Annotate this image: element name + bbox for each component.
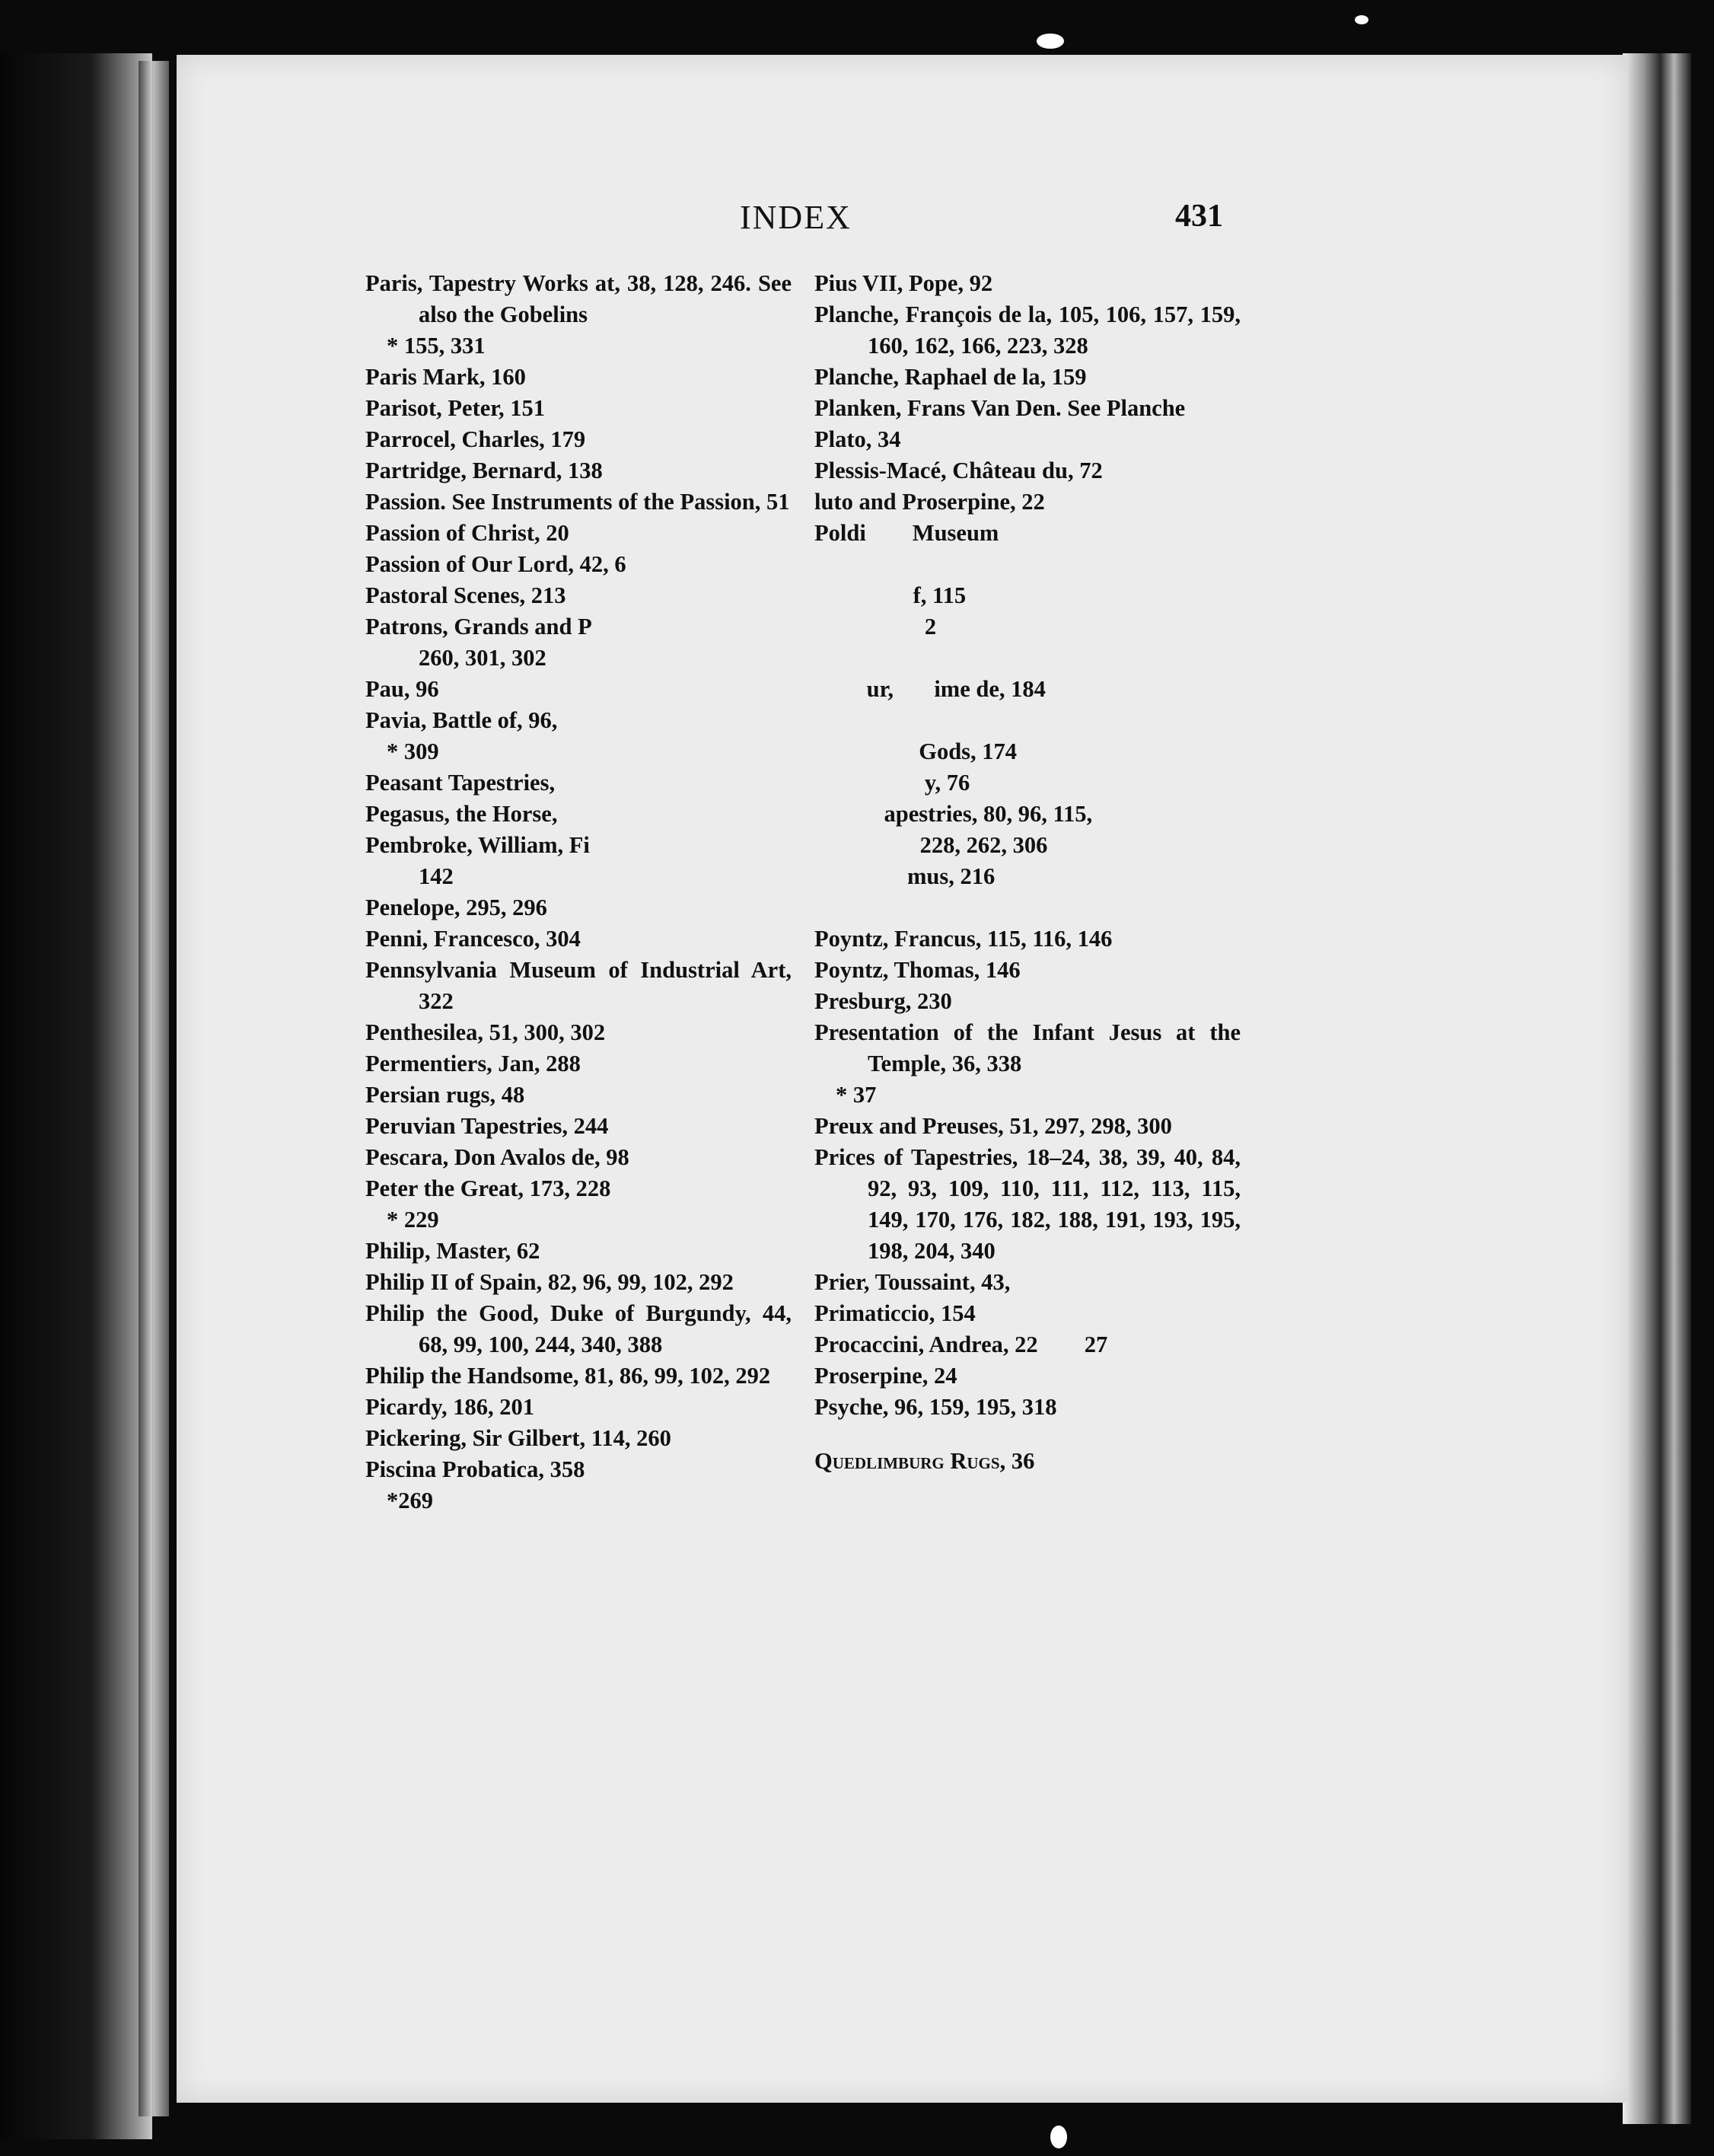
index-entry-fragment: Procaccini, Andrea, 22 bbox=[814, 1332, 1038, 1357]
scan-speck bbox=[1355, 15, 1368, 24]
index-plate-ref: * 229 bbox=[387, 1207, 439, 1233]
index-entry: Pennsylvania Museum of Industrial Art, 322 bbox=[365, 957, 792, 1014]
book-page bbox=[177, 55, 1627, 2103]
index-entry: Preux and Preuses, 51, 297, 298, 300 bbox=[814, 1113, 1172, 1139]
index-entry: Pickering, Sir Gilbert, 114, 260 bbox=[365, 1425, 671, 1451]
index-entry: Penni, Francesco, 304 bbox=[365, 926, 581, 952]
index-entry-fragment: 228, 262, 306 bbox=[919, 832, 1048, 858]
index-entry: Philip the Good, Duke of Burgundy, 44, 68, 99, 100, 244, 340, 388 bbox=[365, 1300, 792, 1357]
index-entry: Plato, 34 bbox=[814, 426, 901, 452]
index-plate-ref: * 309 bbox=[387, 738, 439, 764]
index-entry-damaged bbox=[814, 518, 1241, 549]
index-entry: Parisot, Peter, 151 bbox=[365, 395, 546, 421]
index-plate-ref: *269 bbox=[387, 1488, 433, 1513]
index-entry: Permentiers, Jan, 288 bbox=[365, 1051, 581, 1076]
index-entry: Persian rugs, 48 bbox=[365, 1082, 525, 1108]
illegible-line bbox=[814, 549, 1241, 580]
index-plate-ref: * 155, 331 bbox=[387, 333, 486, 359]
index-entry: Partridge, Bernard, 138 bbox=[365, 458, 603, 483]
index-entry: Patrons, Grands and P bbox=[365, 614, 592, 639]
illegible-text bbox=[814, 770, 919, 796]
index-entry-section-start: Quedlimburg Rugs, 36 bbox=[814, 1448, 1035, 1474]
illegible-text bbox=[871, 520, 906, 546]
scan-speck bbox=[1050, 2126, 1067, 2148]
index-entry: Planken, Frans Van Den. See Planche bbox=[814, 395, 1186, 421]
index-entry: Philip the Handsome, 81, 86, 99, 102, 292 bbox=[365, 1363, 771, 1389]
index-entry: Passion. See Instruments of the Passion, 51 bbox=[365, 489, 790, 515]
index-entry: Prier, Toussaint, 43, bbox=[814, 1269, 1011, 1295]
illegible-line bbox=[814, 643, 1241, 674]
illegible-line bbox=[814, 705, 1241, 736]
index-entry-continuation: 142 bbox=[419, 863, 454, 889]
page-number: 431 bbox=[1175, 199, 1223, 234]
index-entry: Psyche, 96, 159, 195, 318 bbox=[814, 1394, 1057, 1420]
index-entry-fragment: Museum bbox=[912, 520, 999, 546]
index-entry-fragment: ur, bbox=[866, 676, 894, 702]
index-entry: Penthesilea, 51, 300, 302 bbox=[365, 1019, 606, 1045]
index-entry: Philip II of Spain, 82, 96, 99, 102, 292 bbox=[365, 1269, 734, 1295]
index-entry-fragment: y, 76 bbox=[924, 770, 970, 796]
index-entry-fragment: Poldi bbox=[814, 520, 866, 546]
running-title: INDEX bbox=[740, 199, 852, 236]
index-entry: Poyntz, Thomas, 146 bbox=[814, 957, 1021, 983]
index-entry-fragment: 2 bbox=[924, 614, 937, 639]
index-column-left bbox=[365, 268, 792, 1517]
facing-page-edge bbox=[0, 53, 152, 2139]
index-entry: Peruvian Tapestries, 244 bbox=[365, 1113, 609, 1139]
illegible-text bbox=[814, 582, 907, 608]
index-entry: Parrocel, Charles, 179 bbox=[365, 426, 586, 452]
illegible-text bbox=[1043, 1332, 1078, 1357]
illegible-text bbox=[900, 676, 929, 702]
index-entry: Presentation of the Infant Jesus at the Temple, 36, 338 bbox=[814, 1019, 1241, 1076]
index-entry: Peter the Great, 173, 228 bbox=[365, 1175, 611, 1201]
index-entry: Pius VII, Pope, 92 bbox=[814, 270, 993, 296]
index-entry: Plessis-Macé, Château du, 72 bbox=[814, 458, 1103, 483]
index-entry: Pembroke, William, Fi bbox=[365, 832, 590, 858]
illegible-line bbox=[814, 892, 1241, 923]
index-column-right bbox=[814, 268, 1241, 1477]
index-entry: Paris, Tapestry Works at, 38, 128, 246. See also the Gobelins bbox=[365, 270, 792, 327]
index-entry: Pau, 96 bbox=[365, 676, 439, 702]
index-entry: Pavia, Battle of, 96, bbox=[365, 707, 558, 733]
illegible-text bbox=[814, 801, 878, 827]
index-entry: Pescara, Don Avalos de, 98 bbox=[365, 1144, 629, 1170]
index-entry-damaged bbox=[814, 736, 1241, 767]
illegible-text bbox=[814, 863, 901, 889]
book-spine bbox=[139, 61, 169, 2116]
index-entry: Proserpine, 24 bbox=[814, 1363, 957, 1389]
index-entry-fragment: Gods, 174 bbox=[919, 738, 1018, 764]
index-entry-continuation: 260, 301, 302 bbox=[419, 645, 546, 671]
index-entry-damaged bbox=[814, 767, 1241, 799]
index-entry-damaged bbox=[814, 1329, 1241, 1360]
index-entry-fragment: mus, 216 bbox=[907, 863, 996, 889]
index-entry-fragment: ime de, 184 bbox=[934, 676, 1046, 702]
index-entry: Picardy, 186, 201 bbox=[365, 1394, 534, 1420]
index-entry: Poyntz, Francus, 115, 116, 146 bbox=[814, 926, 1113, 952]
index-entry: Presburg, 230 bbox=[814, 988, 952, 1014]
index-entry: Peasant Tapestries, bbox=[365, 770, 556, 796]
page-fore-edge bbox=[1623, 53, 1691, 2124]
index-entry-damaged bbox=[814, 799, 1241, 830]
index-entry-damaged bbox=[814, 580, 1241, 611]
index-entry: Passion of Our Lord, 42, 6 bbox=[365, 551, 626, 577]
index-entry-damaged bbox=[814, 830, 1241, 861]
scan-speck bbox=[1037, 33, 1064, 49]
illegible-text bbox=[868, 832, 914, 858]
index-entry: luto and Proserpine, 22 bbox=[814, 489, 1045, 515]
index-entry: Primaticcio, 154 bbox=[814, 1300, 976, 1326]
index-entry: Prices of Tapestries, 18–24, 38, 39, 40, 84, 92, 93, 109, 110, 111, 112, 113, 115, 149, 170, 176, 182, 188, 191, 193, 195, 198, 204, 340 bbox=[814, 1144, 1241, 1264]
index-entry: Pastoral Scenes, 213 bbox=[365, 582, 566, 608]
illegible-text bbox=[814, 676, 861, 702]
index-entry: Paris Mark, 160 bbox=[365, 364, 526, 390]
index-entry: Penelope, 295, 296 bbox=[365, 895, 547, 920]
index-entry-fragment: apestries, 80, 96, 115, bbox=[884, 801, 1093, 827]
index-entry: Philip, Master, 62 bbox=[365, 1238, 540, 1264]
index-entry: Piscina Probatica, 358 bbox=[365, 1456, 585, 1482]
index-entry: Planche, François de la, 105, 106, 157, 159, 160, 162, 166, 223, 328 bbox=[814, 301, 1241, 359]
index-plate-ref: * 37 bbox=[836, 1082, 877, 1108]
index-entry-damaged bbox=[814, 674, 1241, 705]
index-entry-fragment: f, 115 bbox=[913, 582, 967, 608]
index-entry: Passion of Christ, 20 bbox=[365, 520, 569, 546]
page-header bbox=[177, 198, 1627, 251]
index-entry-damaged bbox=[814, 611, 1241, 643]
index-entry-damaged bbox=[814, 861, 1241, 892]
index-entry: Planche, Raphael de la, 159 bbox=[814, 364, 1087, 390]
illegible-text bbox=[814, 738, 913, 764]
index-entry: Pegasus, the Horse, bbox=[365, 801, 558, 827]
index-entry-fragment: 27 bbox=[1084, 1332, 1108, 1357]
illegible-text bbox=[814, 614, 919, 639]
